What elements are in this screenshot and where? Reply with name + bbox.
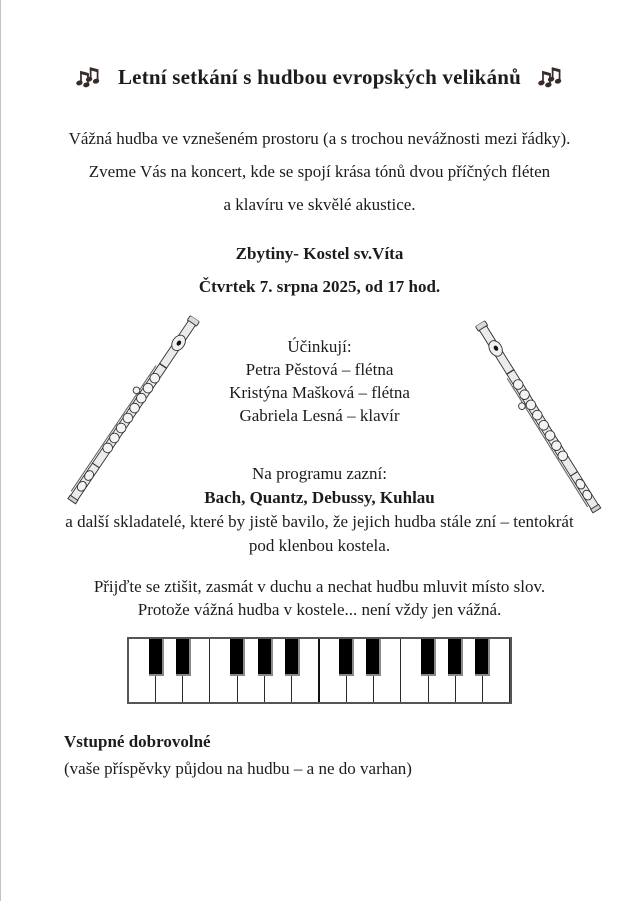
page-title: Letní setkání s hudbou evropských velikánů	[117, 65, 522, 89]
venue-location: Zbytiny- Kostel sv.Víta	[235, 244, 404, 263]
performer-line: Petra Pěstová – flétna	[245, 360, 394, 379]
program-composers: Bach, Quantz, Debussy, Kuhlau	[204, 488, 435, 507]
music-notes-icon	[537, 65, 564, 90]
invitation-block	[1, 575, 638, 621]
piano-black-key	[421, 639, 436, 676]
program-heading: Na programu zazní:	[252, 464, 387, 483]
intro-paragraph	[1, 122, 638, 221]
performer-line: Kristýna Mašková – flétna	[229, 383, 410, 402]
piano-black-key	[230, 639, 245, 676]
invitation-line: Přijďte se ztišit, zasmát v duchu a nechat hudbu mluvit místo slov.	[93, 577, 546, 596]
piano-black-key	[285, 639, 300, 676]
program-note-line: pod klenbou kostela.	[248, 536, 391, 555]
admission-note: (vaše příspěvky půjdou na hudbu – a ne do varhan)	[64, 759, 412, 778]
admission-label: Vstupné dobrovolné	[64, 732, 211, 751]
piano-black-key	[149, 639, 164, 676]
intro-line: Zveme Vás na koncert, kde se spojí krása tónů dvou příčných fléten	[88, 162, 551, 181]
intro-line: a klavíru ve skvělé akustice.	[223, 195, 416, 214]
piano-black-key	[448, 639, 463, 676]
poster-title-row	[1, 0, 638, 91]
performers-heading: Účinkují:	[287, 337, 352, 356]
piano-black-key	[176, 639, 191, 676]
piano-keyboard	[127, 637, 512, 704]
music-notes-icon	[75, 65, 102, 90]
piano-black-key	[258, 639, 273, 676]
program-note-line: a další skladatelé, které by jistě bavilo, že jejich hudba stále zní – tentokrát	[65, 512, 574, 531]
venue-datetime: Čtvrtek 7. srpna 2025, od 17 hod.	[198, 277, 441, 296]
performer-line: Gabriela Lesná – klavír	[239, 406, 400, 425]
piano-black-key	[475, 639, 490, 676]
invitation-line: Protože vážná hudba v kostele... není vždy jen vážná.	[137, 600, 502, 619]
intro-line: Vážná hudba ve vznešeném prostoru (a s trochou nevážnosti mezi řádky).	[68, 129, 571, 148]
footer-block	[1, 728, 638, 782]
venue-block	[1, 237, 638, 303]
piano-black-key	[339, 639, 354, 676]
piano-black-key	[366, 639, 381, 676]
